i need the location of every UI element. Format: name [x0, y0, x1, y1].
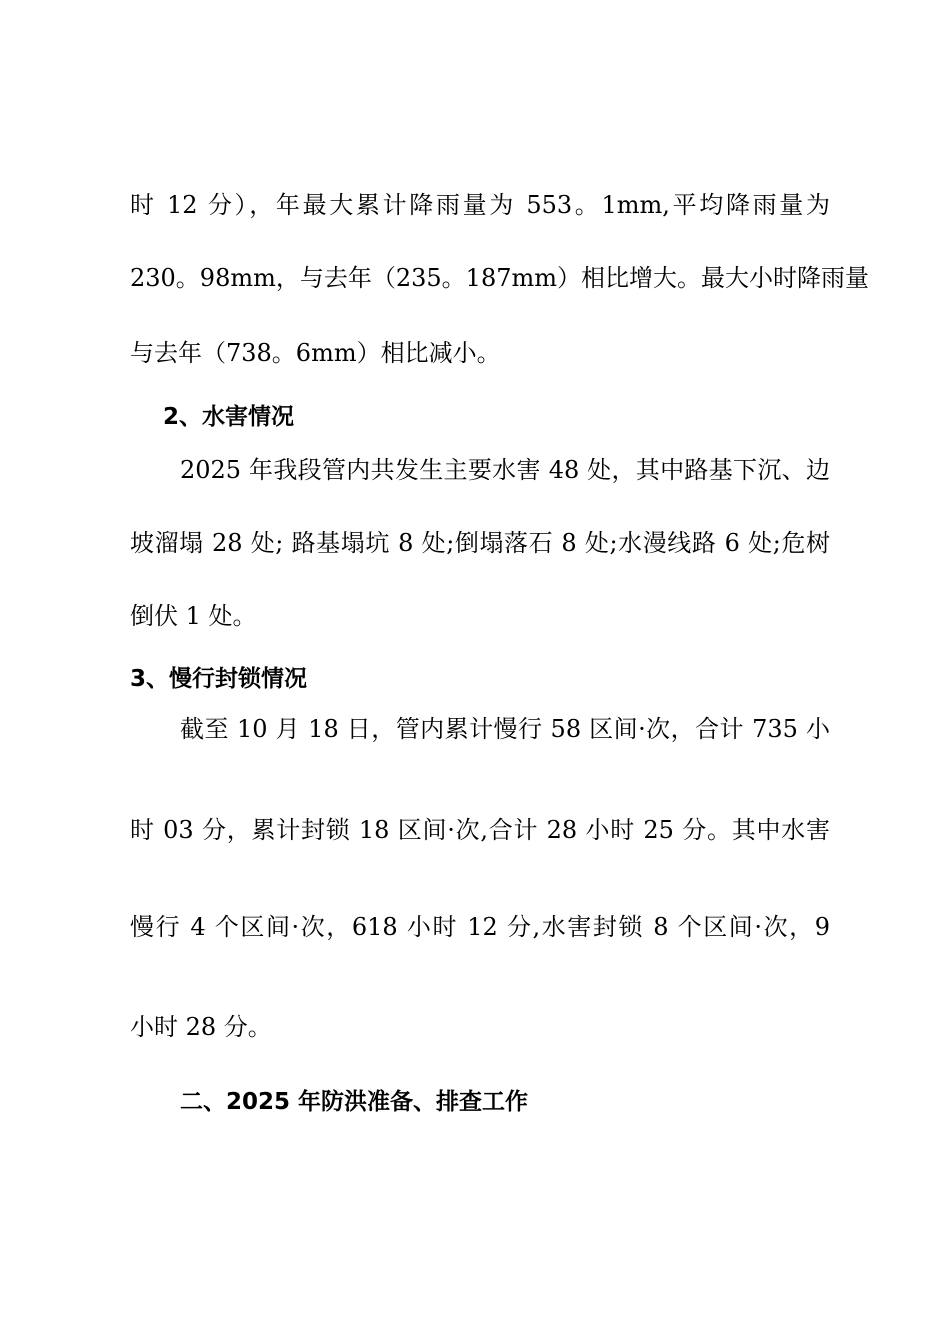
paragraph-line: 时 12 分），年最大累计降雨量为 553。1mm,平均降雨量为: [130, 191, 830, 219]
paragraph-line: 小时 28 分。: [130, 1013, 272, 1041]
paragraph-line: 倒伏 1 处。: [130, 602, 257, 630]
paragraph-line: 截至 10 月 18 日，管内累计慢行 58 区间·次，合计 735 小: [180, 715, 830, 743]
chapter-heading-flood-prevention: 二、2025 年防洪准备、排查工作: [180, 1089, 529, 1115]
section-heading-slow-closure: 3、慢行封锁情况: [130, 666, 308, 692]
paragraph-line: 2025 年我段管内共发生主要水害 48 处，其中路基下沉、边: [180, 456, 830, 484]
section-heading-water-damage: 2、水害情况: [163, 404, 295, 430]
paragraph-line: 坡溜塌 28 处; 路基塌坑 8 处;倒塌落石 8 处;水漫线路 6 处;危树: [130, 529, 830, 557]
paragraph-line: 与去年（738。6mm）相比减小。: [130, 339, 501, 367]
paragraph-line: 慢行 4 个区间·次，618 小时 12 分,水害封锁 8 个区间·次，9: [130, 913, 830, 941]
paragraph-line: 230。98mm，与去年（235。187mm）相比增大。最大小时降雨量: [130, 264, 869, 292]
paragraph-line: 时 03 分，累计封锁 18 区间·次,合计 28 小时 25 分。其中水害: [130, 816, 830, 844]
